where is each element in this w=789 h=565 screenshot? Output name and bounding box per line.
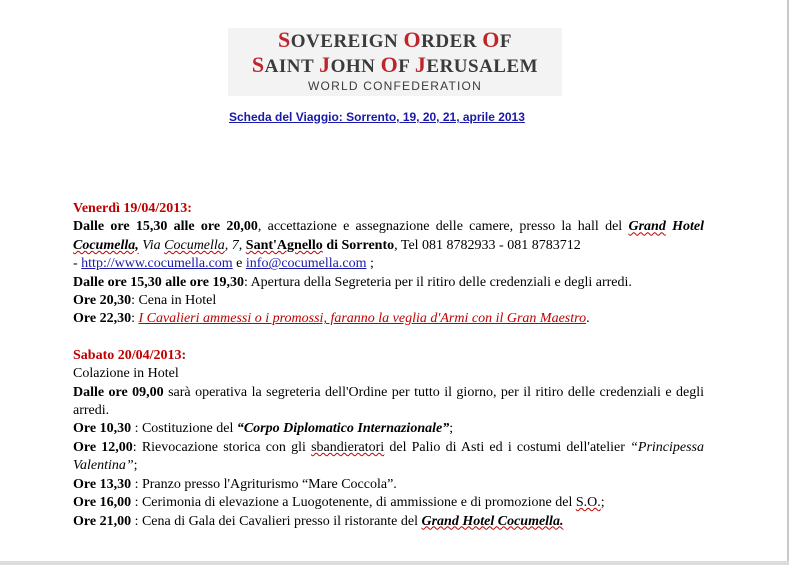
day2-diplomatic: Ore 10,30 : Costituzione del “Corpo Diplomatico Internazionale”;	[73, 421, 454, 437]
day2-breakfast: Colazione in Hotel	[73, 366, 179, 382]
day2-gala: Ore 21,00 : Cena di Gala dei Cavalieri presso il ristorante del Grand Hotel Cocumella.	[73, 513, 564, 529]
day2-heading: Sabato 20/04/2013:	[73, 347, 187, 363]
day1-vigil: Ore 22,30: I Cavalieri ammessi o i promossi, faranno la veglia d'Armi con il Gran Maestro.	[73, 311, 590, 327]
logo-line-2: SAINT JOHN OF JERUSALEM	[251, 52, 539, 77]
day2-reenactment: Ore 12,00: Rievocazione storica con gli sbandieratori del Palio di Asti ed i costumi dell'atelier “Principessa Valentina”;	[73, 439, 704, 474]
day1-checkin: Dalle ore 15,30 alle ore 20,00, accettazione e assegnazione delle camere, presso la hall del Grand Hotel Cocumella, Via Cocumella, 7, Sant'Agnello di Sorrento, Tel 081 8782933 - 081 8783712 - http://www.cocumella.com e info@cocumella.com ;	[73, 219, 704, 272]
logo-line-3: WORLD CONFEDERATION	[308, 79, 482, 93]
hotel-website-link[interactable]: http://www.cocumella.com	[81, 256, 233, 272]
page-title: Scheda del Viaggio: Sorrento, 19, 20, 21, aprile 2013	[229, 110, 525, 124]
spacer	[73, 329, 704, 347]
logo-line-1: SOVEREIGN ORDER OF	[278, 27, 512, 52]
hotel-email-link[interactable]: info@cocumella.com	[245, 256, 367, 272]
day2-ceremony: Ore 16,00 : Cerimonia di elevazione a Luogotenente, di ammissione e di promozione del S.O.;	[73, 495, 605, 511]
vigil-link[interactable]: I Cavalieri ammessi o i promossi, faranno la veglia d'Armi con il Gran Maestro	[138, 311, 587, 327]
day1-dinner: Ore 20,30: Cena in Hotel	[73, 293, 217, 309]
day1-secretariat: Dalle ore 15,30 alle ore 19,30: Apertura della Segreteria per il ritiro delle credenziali e degli arredi.	[73, 274, 632, 290]
day2-lunch: Ore 13,30 : Pranzo presso l'Agriturismo “Mare Coccola”.	[73, 476, 397, 492]
day2-secretariat: Dalle ore 09,00 sarà operativa la segreteria dell'Ordine per tutto il giorno, per il ritiro delle credenziali e degli arredi.	[73, 384, 704, 419]
window-bottom-border	[0, 561, 789, 565]
day1-heading: Venerdì 19/04/2013:	[73, 201, 192, 216]
itinerary	[73, 200, 704, 531]
order-logo	[228, 28, 562, 96]
